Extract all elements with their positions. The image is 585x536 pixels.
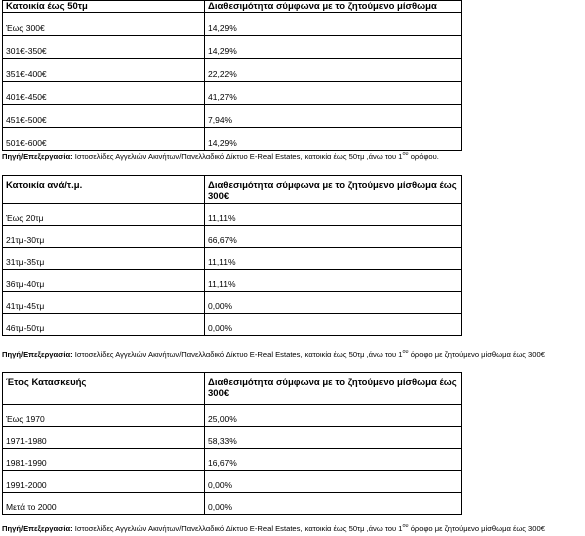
row-value: 0,00% [205,493,462,515]
row-value: 0,00% [205,314,462,336]
table-row [3,270,462,292]
row-label: 21τμ-30τμ [3,226,205,248]
row-label: 1971-1980 [3,427,205,449]
row-label: 301€-350€ [3,36,205,59]
row-label: 46τμ-50τμ [3,314,205,336]
source-text: Ιστοσελίδες Αγγελιών Ακινήτων/Πανελλαδικό Δίκτυο E-Real Estates, κατοικία έως 50τμ ,άνω του 1 [72,524,403,533]
table-row [3,292,462,314]
table-row [3,128,462,151]
row-value: 7,94% [205,105,462,128]
source-superscript: ου [402,349,409,355]
source-tail: όροφο με ζητούμενο μίσθωμα έως 300€ [408,524,545,533]
source-note [2,524,545,534]
row-label: 401€-450€ [3,82,205,105]
source-label: Πηγή/Επεξεργασία: [2,152,73,161]
row-value: 14,29% [205,128,462,151]
table-row [3,427,462,449]
row-label: Έως 1970 [3,405,205,427]
source-superscript: ου [402,151,409,157]
table-row [3,314,462,336]
table-row [3,204,462,226]
source-tail: ορόφου. [408,152,439,161]
table-header-row [3,176,462,204]
construction-year-table [2,372,462,515]
table-header-row [3,373,462,405]
row-label: 501€-600€ [3,128,205,151]
row-value: 11,11% [205,204,462,226]
source-tail: όροφο με ζητούμενο μίσθωμα έως 300€ [408,350,545,359]
table-row [3,471,462,493]
table-row [3,405,462,427]
row-label: Έως 300€ [3,13,205,36]
size-table [2,175,462,336]
row-label: Έως 20τμ [3,204,205,226]
table-row [3,82,462,105]
source-text: Ιστοσελίδες Αγγελιών Ακινήτων/Πανελλαδικό Δίκτυο E-Real Estates, κατοικία έως 50τμ ,άνω του 1 [72,350,403,359]
row-value: 0,00% [205,292,462,314]
source-note [2,152,439,162]
table-row [3,36,462,59]
table-row [3,59,462,82]
row-value: 14,29% [205,36,462,59]
row-label: 1981-1990 [3,449,205,471]
row-value: 41,27% [205,82,462,105]
table-row [3,493,462,515]
row-value: 11,11% [205,270,462,292]
table-row [3,226,462,248]
source-label: Πηγή/Επεξεργασία: [2,350,73,359]
row-label: 451€-500€ [3,105,205,128]
row-value: 66,67% [205,226,462,248]
row-value: 14,29% [205,13,462,36]
table-row [3,449,462,471]
source-superscript: ου [402,523,409,529]
column-header: Διαθεσιμότητα σύμφωνα με το ζητούμενο μίσθωμα [205,1,462,13]
row-value: 0,00% [205,471,462,493]
column-header: Έτος Κατασκευής [3,373,205,405]
table-row [3,248,462,270]
source-label: Πηγή/Επεξεργασία: [2,524,73,533]
row-label: 31τμ-35τμ [3,248,205,270]
table-row [3,105,462,128]
column-header: Κατοικία ανά/τ.μ. [3,176,205,204]
source-text: Ιστοσελίδες Αγγελιών Ακινήτων/Πανελλαδικό Δίκτυο E-Real Estates, κατοικία έως 50τμ ,άνω του 1 [72,152,403,161]
row-value: 25,00% [205,405,462,427]
source-note [2,350,545,360]
row-value: 58,33% [205,427,462,449]
rent-range-table [2,0,462,151]
table-header-row [3,1,462,13]
row-value: 22,22% [205,59,462,82]
row-label: 1991-2000 [3,471,205,493]
column-header: Κατοικία έως 50τμ [3,1,205,13]
row-value: 11,11% [205,248,462,270]
row-label: 351€-400€ [3,59,205,82]
table-row [3,13,462,36]
row-value: 16,67% [205,449,462,471]
column-header: Διαθεσιμότητα σύμφωνα με το ζητούμενο μίσθωμα έως 300€ [205,176,462,204]
row-label: Μετά το 2000 [3,493,205,515]
row-label: 36τμ-40τμ [3,270,205,292]
row-label: 41τμ-45τμ [3,292,205,314]
column-header: Διαθεσιμότητα σύμφωνα με το ζητούμενο μίσθωμα έως 300€ [205,373,462,405]
